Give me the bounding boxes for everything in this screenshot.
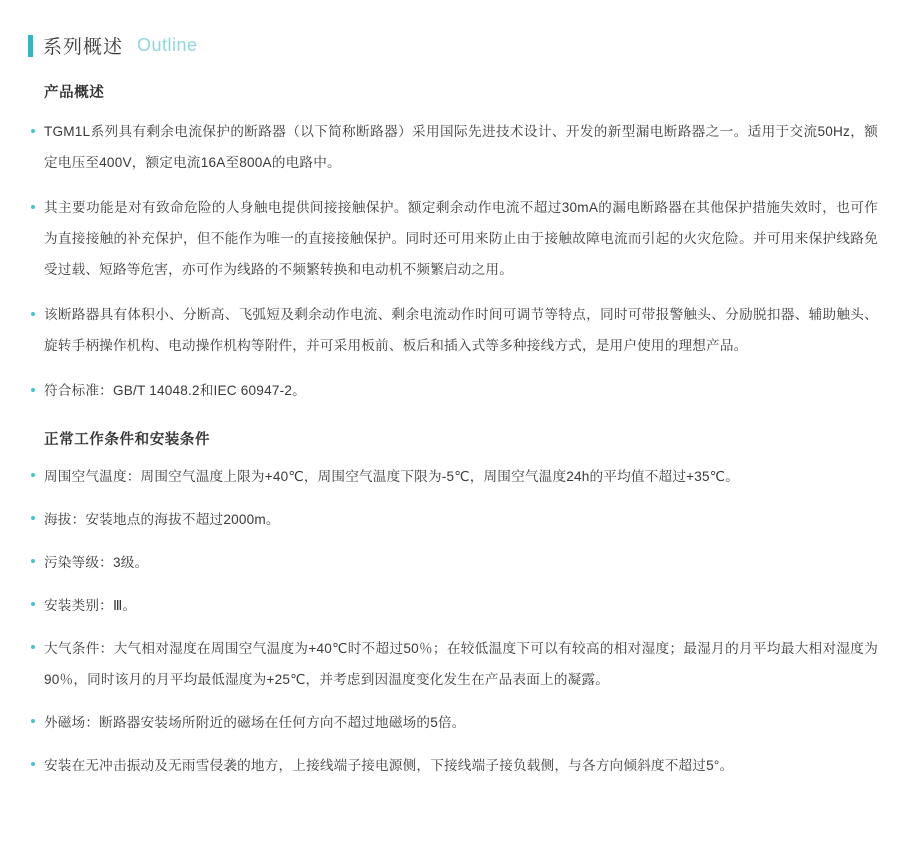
list-item [22,547,878,578]
section-title-operating-conditions: 正常工作条件和安装条件 [44,432,211,448]
bullet-dot-icon [31,602,35,606]
bullet-dot-icon [31,645,35,649]
list-item-text: 大气条件：大气相对湿度在周围空气温度为+40℃时不超过50％；在较低温度下可以有较高的相对湿度；最湿月的月平均最大相对湿度为90％，同时该月的月平均最低湿度为+25℃，并考虑到因温度变化发生在产品表面上的凝露。 [44,641,878,687]
section-operating-conditions [22,428,878,781]
list-item [22,375,878,406]
list-item [22,590,878,621]
bullet-dot-icon [31,719,35,723]
list-item-text: 符合标准：GB/T 14048.2和IEC 60947-2。 [44,383,306,398]
page-title: 系列概述 [43,37,124,58]
list-item [22,750,878,781]
bullet-dot-icon [31,129,35,133]
section-title-product-overview: 产品概述 [44,85,105,101]
list-item-text: 周围空气温度：周围空气温度上限为+40℃，周围空气温度下限为-5℃，周围空气温度24h的平均值不超过+35℃。 [44,469,740,484]
list-item [22,192,878,285]
bullet-dot-icon [31,388,35,392]
list-item [22,504,878,535]
product-overview-list [22,116,878,406]
list-item [22,299,878,361]
bullet-dot-icon [31,205,35,209]
list-item [22,707,878,738]
list-item-text: 该断路器具有体积小、分断高、飞弧短及剩余动作电流、剩余电流动作时间可调节等特点，同时可带报警触头、分励脱扣器、辅助触头、旋转手柄操作机构、电动操作机构等附件，并可采用板前、板后和插入式等多种接线方式，是用户使用的理想产品。 [44,307,878,353]
list-item-text: 海拔：安装地点的海拔不超过2000m。 [44,512,280,527]
list-item [22,461,878,492]
bullet-dot-icon [31,473,35,477]
list-item-text: 污染等级：3级。 [44,555,149,570]
list-item [22,116,878,178]
bullet-dot-icon [31,559,35,563]
page-header [22,0,878,59]
header-accent-bar [28,35,33,57]
section-product-overview [22,81,878,406]
bullet-dot-icon [31,516,35,520]
list-item-text: 外磁场：断路器安装场所附近的磁场在任何方向不超过地磁场的5倍。 [44,715,466,730]
list-item-text: 安装类别：Ⅲ。 [44,598,137,613]
list-item-text: 安装在无冲击振动及无雨雪侵袭的地方，上接线端子接电源侧，下接线端子接负载侧，与各方向倾斜度不超过5°。 [44,758,734,773]
list-item-text: TGM1L系列具有剩余电流保护的断路器（以下简称断路器）采用国际先进技术设计、开发的新型漏电断路器之一。适用于交流50Hz，额定电压至400V，额定电流16A至800A的电路中。 [44,124,878,170]
operating-conditions-list [22,461,878,781]
bullet-dot-icon [31,312,35,316]
list-item [22,633,878,695]
bullet-dot-icon [31,762,35,766]
list-item-text: 其主要功能是对有致命危险的人身触电提供间接接触保护。额定剩余动作电流不超过30mA的漏电断路器在其他保护措施失效时，也可作为直接接触的补充保护，但不能作为唯一的直接接触保护。同时还可用来防止由于接触故障电流而引起的火灾危险。并可用来保护线路免受过载、短路等危害，亦可作为线路的不频繁转换和电动机不频繁启动之用。 [44,200,878,277]
page-title-english: Outline [137,35,198,55]
